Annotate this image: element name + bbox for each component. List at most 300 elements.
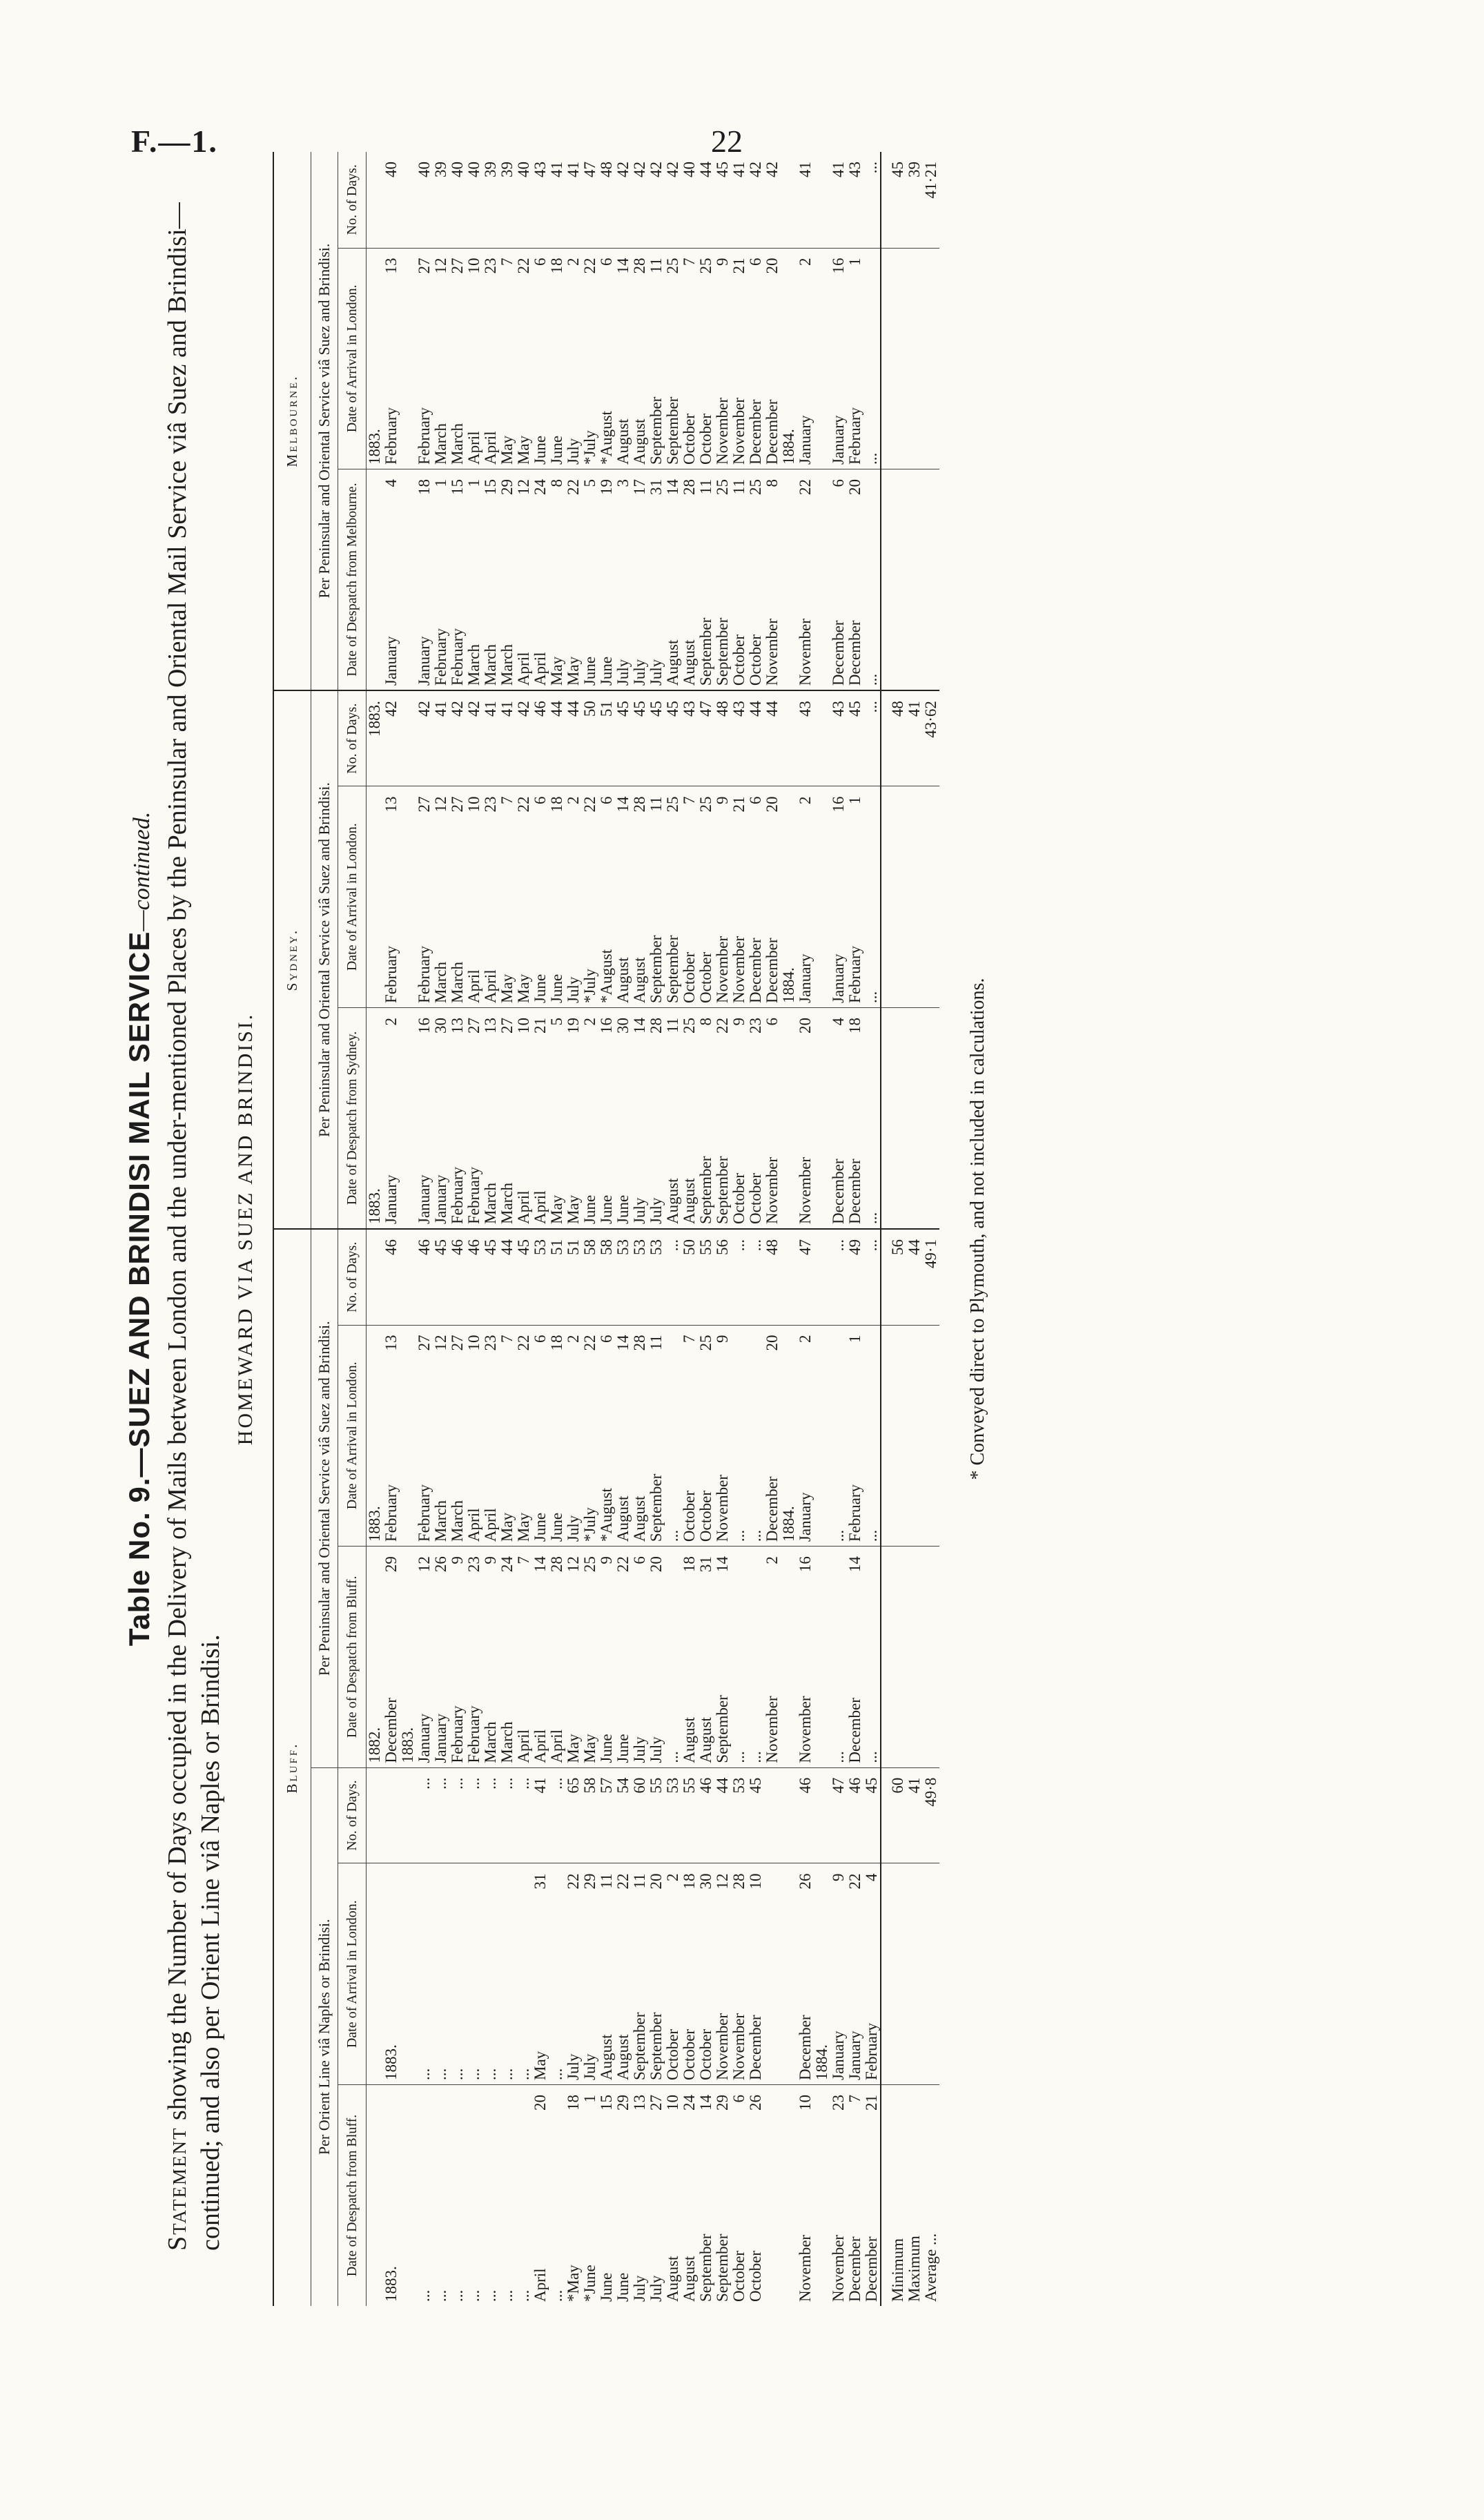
table-cell: February [433,518,449,690]
service-po-bluff: Per Peninsular and Oriental Service viâ Suez and Brindisi. [311,1229,338,1767]
table-cell [367,1547,384,1596]
table-cell: ... [416,2289,433,2302]
table-cell: 58 [582,1229,598,1325]
table-cell: 29 [498,479,516,496]
col-despatch-bluff-po: Date of Despatch from Bluff. [338,1547,367,1768]
table-cell: ... [830,1596,847,1767]
table-cell: April [532,518,549,690]
table-cell: January [830,1912,847,2084]
table-cell: 42 [748,152,764,248]
table-cell: March [449,1374,466,1546]
table-cell: 11 [697,479,714,495]
table-cell: May [549,518,565,690]
table-cell: 27 [465,1017,482,1034]
table-cell: November [731,1912,748,2084]
table-cell [367,2084,384,2133]
table-cell [367,1863,384,1912]
table-cell: 54 [615,1767,632,1863]
table-cell: May [499,835,516,1007]
table-cell: 19 [565,1017,582,1034]
table-cell: 25 [714,479,731,496]
table-cell [400,297,416,469]
table-cell: 43 [731,690,748,786]
summary-row-average [923,152,939,2306]
table-cell [830,1547,847,1596]
table-cell: 12 [432,258,449,274]
table-cell: March [499,1596,516,1767]
table-cell: December [797,1912,814,2084]
table-cell: April [482,1374,499,1546]
table-cell: ... [863,1229,881,1325]
table-cell: 45 [665,690,681,786]
table-cell: 41 [731,152,748,248]
table-cell: 1 [581,2094,598,2103]
table-cell: 12 [432,1335,449,1351]
table-cell: September [714,518,731,690]
table-cell: 27 [449,1335,466,1351]
table-cell: 13 [482,1017,499,1034]
table-cell: September [697,2233,714,2302]
table-cell: 12 [714,1873,731,1890]
col-days-orient: No. of Days. [338,1767,367,1863]
table-cell: 41 [482,690,499,786]
table-cell: 46 [383,1229,400,1325]
table-cell [400,1007,416,1056]
table-cell [383,1767,400,1863]
table-cell: 53 [665,1767,681,1863]
summary-label: Maximum [906,2236,923,2302]
table-cell: August [615,835,632,1007]
table-cell [764,2134,781,2306]
table-row [449,152,466,2306]
table-cell: 22 [581,796,598,813]
table-cell: September [648,1374,665,1546]
col-days-sydney: No. of Days. [338,690,367,786]
table-cell: 21 [730,258,748,274]
table-cell: December [847,1057,863,1229]
table-cell: 25 [697,1335,714,1351]
table-cell [814,835,830,1007]
table-cell: February [383,297,400,469]
table-cell [400,2134,416,2306]
table-cell: August [681,1057,698,1229]
table-cell: February [863,1912,881,2084]
table-cell [549,2084,565,2133]
table-cell: 43 [797,690,814,786]
table-cell: ... [863,835,881,1007]
table-cell: 45 [714,152,731,248]
page-number: 22 [711,124,743,159]
table-cell: February [847,297,863,469]
summary-value: 45 [881,152,906,248]
table-cell: January [797,835,814,1007]
table-row [383,152,400,2306]
table-cell: ... [416,1767,433,1863]
table-cell: 48 [598,152,615,248]
table-cell: 20 [763,258,781,274]
table-cell: ... [748,1229,764,1325]
table-cell: May [582,1596,598,1767]
table-cell [466,2084,482,2133]
table-cell [400,1374,416,1546]
table-cell: 45 [516,1229,532,1325]
table-cell: March [499,518,516,690]
table-cell: 5 [548,1017,565,1026]
table-cell [781,152,797,248]
table-cell: April [482,835,499,1007]
table-cell [383,1863,400,1912]
summary-value: 41 [906,1767,923,1863]
table-cell [400,469,416,518]
table-cell: 2 [565,796,582,804]
table-cell: 16 [598,1017,615,1034]
table-cell: 14 [714,1556,731,1573]
table-cell: 44 [764,690,781,786]
table-cell [367,518,384,690]
table-row [731,152,748,2306]
table-cell: 14 [664,479,681,496]
table-cell: 46 [449,1229,466,1325]
table-cell [731,1547,748,1596]
table-cell: 44 [714,1767,731,1863]
table-cell: 46 [698,1767,714,1863]
table-cell: August [615,1912,632,2084]
table-cell: August [681,1596,698,1767]
table-cell: June [615,1057,632,1229]
table-cell: 46 [532,690,549,786]
table-cell: April [466,297,482,469]
table-cell: July [582,1912,598,2084]
table-cell [814,1863,830,1912]
statement-label: Statement [163,2126,192,2251]
table-cell: 44 [549,690,565,786]
table-cell: October [681,297,698,469]
table-cell: May [532,1912,549,2084]
table-cell: 6 [531,1335,549,1344]
table-cell: ... [665,1229,681,1325]
table-cell [863,1007,881,1056]
table-cell: 7 [498,258,516,266]
table-cell: 48 [764,1229,781,1325]
table-cell: 42 [632,152,648,248]
table-cell [814,1767,830,1863]
table-cell [814,1007,830,1056]
table-cell: 1882. [367,1596,384,1767]
table-cell: 1 [846,1335,863,1344]
table-row [748,152,764,2306]
table-cell [781,1863,797,1912]
table-cell: 45 [615,690,632,786]
table-cell: ... [499,1912,516,2084]
table-cell: 2 [382,1017,400,1026]
table-cell: 1 [465,479,482,487]
table-cell [367,835,384,1007]
table-cell: 10 [515,1017,532,1034]
table-cell: ... [731,1596,748,1767]
table-cell: November [764,1596,781,1767]
table-cell: October [730,2250,748,2302]
table-cell: July [632,1057,648,1229]
table-cell: ... [482,1767,499,1863]
table-cell: 13 [631,2094,648,2111]
col-despatch-sydney: Date of Despatch from Sydney. [338,1007,367,1229]
table-cell: December [847,1596,863,1767]
table-row [482,152,499,2306]
table-cell: 51 [565,1229,582,1325]
table-cell: 29 [714,2094,731,2111]
table-cell: July [648,518,665,690]
table-cell: February [383,1374,400,1546]
table-cell: 18 [846,1017,863,1034]
table-row [648,152,665,2306]
summary-value: 56 [881,1229,906,1325]
table-row [516,152,532,2306]
table-cell: 40 [516,152,532,248]
table-cell: August [665,1057,681,1229]
table-cell: 13 [382,258,400,274]
table-row [847,152,863,2306]
table-cell: 45 [748,1767,764,1863]
table-cell: November [731,835,748,1007]
table-cell: 21 [531,1017,549,1034]
group-bluff: Bluff. [273,1229,311,2306]
table-cell: January [416,1596,433,1767]
table-cell: *July [582,835,598,1007]
summary-value: 48 [881,690,906,786]
table-cell: December [863,2236,880,2302]
table-cell: 10 [747,1873,764,1890]
table-cell [400,1547,416,1596]
table-cell: 48 [714,690,731,786]
table-cell: March [482,1596,499,1767]
table-cell: ... [433,1912,449,2084]
table-cell: 13 [382,1335,400,1351]
table-cell [814,1229,830,1325]
table-cell: 27 [449,258,466,274]
table-cell: 42 [466,690,482,786]
table-cell: 55 [648,1767,665,1863]
table-cell: 41 [797,152,814,248]
table-cell: 44 [499,1229,516,1325]
table-cell: 7 [498,1335,516,1344]
table-cell: 22 [846,1873,863,1890]
table-row [416,152,433,2306]
table-cell: November [797,518,814,690]
table-cell: 21 [730,796,748,813]
table-cell [781,518,797,690]
table-cell [499,1863,516,1912]
table-cell: *May [565,2265,582,2302]
table-cell: October [748,1057,764,1229]
table-cell: 53 [632,1229,648,1325]
table-cell: 13 [449,1017,466,1034]
table-cell [516,2084,532,2133]
table-cell: August [632,1374,648,1546]
table-cell: September [714,1596,731,1767]
table-cell: *July [582,1374,598,1546]
summary-row-minimum [881,152,906,2306]
table-cell: 44 [565,690,582,786]
table-cell: June [598,2272,615,2302]
table-cell: April [466,1374,482,1546]
table-cell: July [631,2275,648,2302]
table-cell: ... [863,152,881,248]
col-despatch-bluff-orient: Date of Despatch from Bluff. [338,2084,367,2306]
table-cell: ... [499,1767,516,1863]
table-cell: 41 [565,152,582,248]
table-cell [814,2084,830,2133]
table-cell: 41 [532,1767,549,1863]
table-row [532,152,549,2306]
table-cell: 27 [416,258,433,274]
table-row [615,152,632,2306]
table-cell: March [433,835,449,1007]
table-cell: 27 [647,2094,665,2111]
table-cell [482,1863,499,1912]
table-cell: October [731,1057,748,1229]
table-cell [449,1863,466,1912]
table-row [681,152,698,2306]
table-cell: 26 [797,1873,814,1890]
table-cell: 7 [681,258,698,266]
table-cell: May [499,297,516,469]
table-cell: August [681,2256,698,2302]
table-cell: 45 [648,690,665,786]
table-cell: 7 [846,2094,863,2103]
table-cell: June [615,1596,632,1767]
table-cell: 25 [664,258,681,274]
col-days-melbourne: No. of Days. [338,152,367,248]
table-cell: 20 [531,2094,549,2111]
table-cell: June [598,518,615,690]
table-cell: 14 [631,1017,648,1034]
table-cell: 15 [598,2094,615,2111]
table-cell [748,1325,764,1374]
table-cell: April [516,1596,532,1767]
table-cell: November [797,2234,814,2302]
summary-label: Average ... [922,2233,939,2302]
table-cell [781,1057,797,1229]
table-cell: December [748,835,764,1007]
table-cell: February [416,297,433,469]
service-orient-line: Per Orient Line viâ Naples or Brindisi. [311,1767,338,2306]
table-cell [781,1325,797,1374]
table-cell: 53 [532,1229,549,1325]
table-cell: April [516,518,532,690]
table-cell: 12 [432,796,449,813]
table-cell: December [764,1374,781,1546]
table-cell: January [416,1057,433,1229]
table-cell: 46 [847,1767,863,1863]
table-cell: 11 [647,258,665,273]
table-cell: April [532,1596,549,1767]
table-cell: 1 [846,258,863,266]
table-cell: November [731,297,748,469]
table-cell [814,786,830,835]
table-cell: 20 [763,796,781,813]
table-cell: 40 [466,152,482,248]
table-cell: 22 [515,258,532,274]
table-row [433,152,449,2306]
table-row [781,152,797,2306]
table-row [565,152,582,2306]
table-cell: 13 [382,796,400,813]
table-cell: 24 [498,1556,516,1573]
table-cell: May [565,518,582,690]
statement-text: showing the Number of Days occupied in the Delivery of Mails between London and the under-mentioned Places by the Peninsular and Oriental Mail Service viâ Suez and Brindisi—continued; and also per Orient Line viâ Naples or Brindisi. [163,202,225,2251]
table-cell: 42 [665,152,681,248]
table-cell: 30 [432,1017,449,1034]
table-cell [367,1325,384,1374]
table-cell: July [565,835,582,1007]
table-cell: October [698,835,714,1007]
table-cell: 42 [516,690,532,786]
table-cell [814,152,830,248]
table-cell: 39 [482,152,499,248]
table-cell: January [433,1596,449,1767]
table-cell [466,1863,482,1912]
table-cell: January [797,297,814,469]
table-cell: 15 [449,479,466,496]
table-cell: 42 [383,690,400,786]
table-cell: December [846,2236,863,2302]
table-description [161,180,227,2251]
table-row [830,152,847,2306]
table-cell: 6 [531,796,549,804]
table-row [549,152,565,2306]
table-cell: August [632,835,648,1007]
table-cell: March [449,835,466,1007]
col-arrival-sydney: Date of Arrival in London. [338,786,367,1008]
table-cell: 43 [681,690,698,786]
table-cell: 9 [598,1556,615,1564]
table-cell: 44 [698,152,714,248]
table-cell: September [665,297,681,469]
table-cell: 29 [614,2094,632,2111]
table-cell: April [482,297,499,469]
table-cell [416,2084,433,2133]
table-cell: 46 [797,1767,814,1863]
table-cell [383,2084,400,2133]
table-cell: 58 [582,1767,598,1863]
table-cell: 7 [681,796,698,804]
table-cell: February [383,835,400,1007]
table-cell [814,1325,830,1374]
table-cell [665,1547,681,1596]
table-cell: January [847,1912,863,2084]
table-cell: ... [449,1767,466,1863]
table-cell: 25 [581,1556,598,1573]
table-cell: 16 [830,258,847,274]
table-cell: 41 [549,152,565,248]
table-cell: 45 [632,690,648,786]
group-melbourne: Melbourne. [273,152,311,690]
table-cell: February [449,1596,466,1767]
table-cell: ... [830,1374,847,1546]
table-cell [781,248,797,297]
table-cell: 23 [482,796,499,813]
table-cell [449,2084,466,2133]
table-cell: August [598,1912,615,2084]
summary-rows [881,152,939,2306]
table-cell: 22 [614,1556,632,1573]
table-cell: June [582,1057,598,1229]
table-row [863,152,881,2306]
table-cell: ... [466,1912,482,2084]
table-cell: ... [863,690,881,786]
table-cell: 49 [847,1229,863,1325]
table-cell: August [698,1596,714,1767]
